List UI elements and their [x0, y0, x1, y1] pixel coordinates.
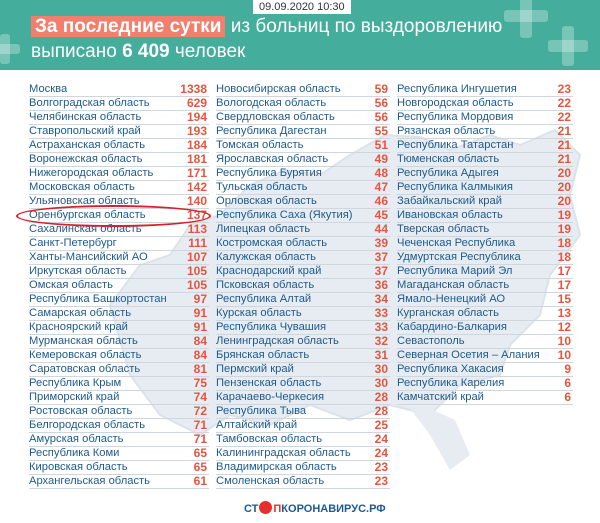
region-row	[29, 251, 209, 265]
region-row	[397, 377, 573, 391]
region-name: Калининградская область	[216, 447, 351, 459]
region-row	[397, 349, 573, 363]
discharged-value: 75	[193, 376, 207, 390]
region-row	[397, 279, 573, 293]
region-name: Воронежская область	[29, 153, 143, 165]
headline-line-1	[31, 14, 502, 40]
plus-icon	[548, 26, 588, 66]
region-name: Республика Дагестан	[216, 125, 327, 137]
region-name: Республика Ингушетия	[397, 83, 517, 95]
region-row	[29, 97, 209, 111]
region-row	[216, 475, 390, 489]
discharged-value: 10	[557, 348, 571, 362]
discharged-value: 113	[187, 222, 207, 236]
region-name: Новосибирская область	[216, 83, 341, 95]
region-column-1	[29, 83, 209, 489]
discharged-value: 137	[186, 208, 207, 222]
region-row	[397, 363, 573, 377]
region-row	[29, 335, 209, 349]
region-name: Республика Мордовия	[397, 111, 514, 123]
region-name: Ленинградская область	[216, 335, 339, 347]
region-row	[29, 83, 209, 97]
discharged-value: 71	[193, 432, 207, 446]
discharged-value: 194	[186, 110, 207, 124]
logo-part-2: П	[273, 503, 282, 515]
discharged-value: 184	[186, 138, 207, 152]
discharged-value: 18	[557, 236, 571, 250]
region-name: Мурманская область	[29, 335, 138, 347]
region-row	[29, 461, 209, 475]
region-row	[216, 223, 390, 237]
discharged-value: 91	[193, 320, 207, 334]
region-name: Челябинская область	[29, 111, 142, 123]
discharged-count: 6 409	[122, 41, 170, 62]
region-name: Свердловская область	[216, 111, 335, 123]
region-row	[29, 349, 209, 363]
region-row	[29, 321, 209, 335]
region-row	[29, 307, 209, 321]
discharged-value: 18	[557, 250, 571, 264]
discharged-value: 6	[564, 390, 571, 404]
region-row	[216, 419, 390, 433]
region-row	[216, 377, 390, 391]
discharged-value: 47	[374, 180, 388, 194]
region-name: Нижегородская область	[29, 167, 154, 179]
region-name: Республика Татарстан	[397, 139, 514, 151]
discharged-value: 32	[374, 334, 388, 348]
region-name: Оренбургская область	[29, 209, 146, 221]
region-row	[216, 405, 390, 419]
discharged-value: 17	[557, 278, 571, 292]
region-name: Республика Алтай	[216, 293, 312, 305]
region-name: Тверская область	[397, 223, 490, 235]
region-name: Пермский край	[216, 363, 294, 375]
discharged-value: 171	[186, 166, 207, 180]
region-row	[216, 97, 390, 111]
discharged-value: 46	[374, 194, 388, 208]
discharged-value: 142	[186, 180, 207, 194]
region-row	[29, 167, 209, 181]
region-name: Томская область	[216, 139, 304, 151]
region-row	[397, 195, 573, 209]
discharged-value: 15	[557, 292, 571, 306]
discharged-value: 1338	[180, 82, 207, 96]
discharged-value: 22	[557, 96, 571, 110]
region-row	[397, 251, 573, 265]
region-name: Орловская область	[216, 195, 317, 207]
region-row	[29, 475, 209, 489]
discharged-value: 65	[193, 460, 207, 474]
region-row	[397, 139, 573, 153]
region-name: Красноярский край	[29, 321, 128, 333]
region-name: Санкт-Петербург	[29, 237, 117, 249]
discharged-value: 65	[193, 446, 207, 460]
discharged-value: 45	[374, 208, 388, 222]
region-name: Сахалинская область	[29, 223, 142, 235]
discharged-value: 193	[186, 124, 207, 138]
region-name: Республика Хакасия	[397, 363, 504, 375]
discharged-value: 105	[186, 278, 207, 292]
region-name: Амурская область	[29, 433, 124, 445]
region-name: Чеченская Республика	[397, 237, 516, 249]
region-row	[216, 447, 390, 461]
region-row	[29, 419, 209, 433]
region-name: Севастополь	[397, 335, 465, 347]
region-row	[216, 293, 390, 307]
region-name: Калужская область	[216, 251, 317, 263]
region-row	[216, 251, 390, 265]
discharged-value: 33	[374, 306, 388, 320]
logo-part-3: КОРОНАВИРУС.РФ	[281, 503, 386, 515]
region-name: Приморский край	[29, 391, 120, 403]
region-row	[216, 349, 390, 363]
discharged-value: 39	[374, 236, 388, 250]
footer	[0, 497, 600, 523]
region-row	[397, 111, 573, 125]
headline-highlight: За последние сутки	[31, 16, 225, 37]
region-row	[397, 153, 573, 167]
discharged-value: 181	[186, 152, 207, 166]
discharged-value: 84	[193, 348, 207, 362]
highlight-circle	[16, 205, 211, 227]
region-row	[216, 167, 390, 181]
discharged-value: 81	[193, 362, 207, 376]
region-name: Удмуртская Республика	[397, 251, 521, 263]
region-row	[29, 405, 209, 419]
region-name: Алтайский край	[216, 419, 298, 431]
region-row	[397, 293, 573, 307]
stop-badge-icon	[259, 501, 272, 514]
region-name: Республика Бурятия	[216, 167, 322, 179]
discharged-value: 17	[557, 264, 571, 278]
region-row	[397, 237, 573, 251]
region-name: Кемеровская область	[29, 349, 142, 361]
region-name: Краснодарский край	[216, 265, 322, 277]
region-row	[397, 391, 573, 405]
discharged-value: 22	[557, 110, 571, 124]
region-name: Рязанская область	[397, 125, 496, 137]
region-row	[216, 181, 390, 195]
region-row	[216, 279, 390, 293]
discharged-value: 55	[374, 124, 388, 138]
discharged-value: 36	[374, 278, 388, 292]
region-row	[29, 293, 209, 307]
discharged-value: 56	[374, 96, 388, 110]
region-name: Ивановская область	[397, 209, 503, 221]
discharged-value: 59	[374, 82, 388, 96]
region-row	[397, 223, 573, 237]
discharged-value: 140	[186, 194, 207, 208]
region-name: Магаданская область	[397, 279, 510, 291]
region-name: Курганская область	[397, 307, 499, 319]
region-name: Астраханская область	[29, 139, 146, 151]
region-row	[29, 181, 209, 195]
region-row	[397, 167, 573, 181]
region-row	[216, 139, 390, 153]
region-row	[216, 111, 390, 125]
region-name: Кабардино-Балкария	[397, 321, 507, 333]
discharged-value: 23	[374, 460, 388, 474]
region-name: Республика Крым	[29, 377, 122, 389]
region-name: Тюменская область	[397, 153, 500, 165]
discharged-value: 19	[557, 208, 571, 222]
region-row	[397, 83, 573, 97]
region-name: Тульская область	[216, 181, 308, 193]
region-row	[216, 321, 390, 335]
region-name: Республика Коми	[29, 447, 120, 459]
discharged-value: 97	[193, 292, 207, 306]
discharged-value: 9	[564, 362, 571, 376]
discharged-value: 10	[557, 334, 571, 348]
stopkoronavirus-logo	[244, 500, 386, 518]
discharged-value: 21	[557, 138, 571, 152]
region-row	[397, 265, 573, 279]
region-name: Республика Башкортостан	[29, 293, 167, 305]
region-row	[29, 111, 209, 125]
region-row	[216, 125, 390, 139]
region-name: Ульяновская область	[29, 195, 140, 207]
region-row	[216, 265, 390, 279]
region-name: Северная Осетия – Алания	[397, 349, 540, 361]
discharged-value: 44	[374, 222, 388, 236]
region-name: Москва	[29, 83, 68, 95]
region-column-2	[216, 83, 390, 489]
headline-line-2	[31, 39, 245, 65]
discharged-value: 20	[557, 194, 571, 208]
region-name: Республика Тыва	[216, 405, 307, 417]
discharged-value: 71	[193, 418, 207, 432]
discharged-value: 111	[188, 236, 207, 250]
region-row	[29, 391, 209, 405]
region-row	[397, 97, 573, 111]
region-name: Кировская область	[29, 461, 128, 473]
discharged-value: 28	[374, 390, 388, 404]
discharged-value: 37	[374, 264, 388, 278]
discharged-value: 12	[557, 320, 571, 334]
discharged-value: 25	[374, 418, 388, 432]
discharged-value: 91	[193, 306, 207, 320]
region-name: Ханты-Мансийский АО	[29, 251, 148, 263]
region-name: Ставропольский край	[29, 125, 141, 137]
discharged-value: 6	[564, 376, 571, 390]
region-name: Липецкая область	[216, 223, 311, 235]
region-row	[216, 209, 390, 223]
region-name: Республика Адыгея	[397, 167, 499, 179]
discharged-value: 13	[557, 306, 571, 320]
region-name: Камчатский край	[397, 391, 484, 403]
region-row	[29, 125, 209, 139]
region-name: Белгородская область	[29, 419, 146, 431]
discharged-value: 23	[557, 82, 571, 96]
region-name: Тамбовская область	[216, 433, 323, 445]
region-row	[29, 363, 209, 377]
region-row	[29, 377, 209, 391]
headline-suffix: человек	[169, 41, 246, 62]
region-row	[216, 461, 390, 475]
discharged-value: 56	[374, 110, 388, 124]
region-name: Республика Марий Эл	[397, 265, 513, 277]
region-name: Республика Карелия	[397, 377, 505, 389]
region-name: Костромская область	[216, 237, 328, 249]
plus-icon	[0, 34, 20, 64]
discharged-value: 21	[557, 124, 571, 138]
region-row	[216, 391, 390, 405]
region-row	[216, 335, 390, 349]
discharged-value: 629	[186, 96, 207, 110]
region-row	[216, 153, 390, 167]
region-name: Архангельская область	[29, 475, 151, 487]
region-name: Новгородская область	[397, 97, 514, 109]
region-column-3	[397, 83, 573, 405]
region-row	[397, 321, 573, 335]
region-row	[216, 83, 390, 97]
region-row	[397, 335, 573, 349]
discharged-value: 107	[186, 250, 207, 264]
region-name: Вологодская область	[216, 97, 327, 109]
discharged-value: 33	[374, 320, 388, 334]
date-label: 09.09.2020 10:30	[253, 0, 351, 14]
discharged-value: 20	[557, 166, 571, 180]
discharged-value: 30	[374, 362, 388, 376]
region-row	[29, 139, 209, 153]
headline-prefix: выписано	[31, 41, 123, 62]
region-name: Ростовская область	[29, 405, 133, 417]
region-row	[216, 363, 390, 377]
discharged-value: 31	[374, 348, 388, 362]
region-name: Волгоградская область	[29, 97, 150, 109]
region-name: Республика Чувашия	[216, 321, 327, 333]
region-name: Московская область	[29, 181, 135, 193]
region-row	[397, 125, 573, 139]
region-row	[216, 433, 390, 447]
discharged-value: 49	[374, 152, 388, 166]
discharged-value: 24	[374, 446, 388, 460]
discharged-value: 74	[193, 390, 207, 404]
discharged-value: 105	[186, 264, 207, 278]
plus-icon	[504, 0, 548, 38]
region-name: Ямало-Ненецкий АО	[397, 293, 506, 305]
logo-part-1: СТ	[244, 503, 259, 515]
region-row	[216, 307, 390, 321]
discharged-value: 34	[374, 292, 388, 306]
region-name: Забайкальский край	[397, 195, 503, 207]
region-row	[397, 307, 573, 321]
region-name: Псковская область	[216, 279, 315, 291]
region-name: Омская область	[29, 279, 113, 291]
region-row	[397, 181, 573, 195]
discharged-value: 61	[193, 474, 207, 488]
region-name: Республика Саха (Якутия)	[216, 209, 353, 221]
region-row	[29, 447, 209, 461]
region-name: Курская область	[216, 307, 302, 319]
header-banner	[0, 0, 600, 70]
region-name: Брянская область	[216, 349, 310, 361]
region-row	[397, 209, 573, 223]
discharged-value: 37	[374, 250, 388, 264]
discharged-value: 21	[557, 152, 571, 166]
discharged-value: 72	[193, 404, 207, 418]
region-row	[29, 153, 209, 167]
region-name: Карачаево-Черкесия	[216, 391, 325, 403]
region-row	[29, 433, 209, 447]
region-row	[216, 195, 390, 209]
discharged-value: 84	[193, 334, 207, 348]
region-row	[29, 237, 209, 251]
region-row	[216, 237, 390, 251]
region-name: Саратовская область	[29, 363, 141, 375]
region-name: Пензенская область	[216, 377, 322, 389]
region-name: Смоленская область	[216, 475, 325, 487]
discharged-value: 28	[374, 404, 388, 418]
region-name: Иркутская область	[29, 265, 127, 277]
region-name: Владимирская область	[216, 461, 337, 473]
headline-rest: из больниц по выздоровлению	[225, 16, 503, 37]
region-row	[29, 265, 209, 279]
discharged-value: 30	[374, 376, 388, 390]
region-name: Самарская область	[29, 307, 132, 319]
region-name: Республика Калмыкия	[397, 181, 513, 193]
discharged-value: 23	[374, 474, 388, 488]
discharged-value: 24	[374, 432, 388, 446]
region-row	[29, 279, 209, 293]
discharged-value: 48	[374, 166, 388, 180]
region-name: Ярославская область	[216, 153, 329, 165]
discharged-value: 19	[557, 222, 571, 236]
discharged-value: 51	[374, 138, 388, 152]
discharged-value: 20	[557, 180, 571, 194]
